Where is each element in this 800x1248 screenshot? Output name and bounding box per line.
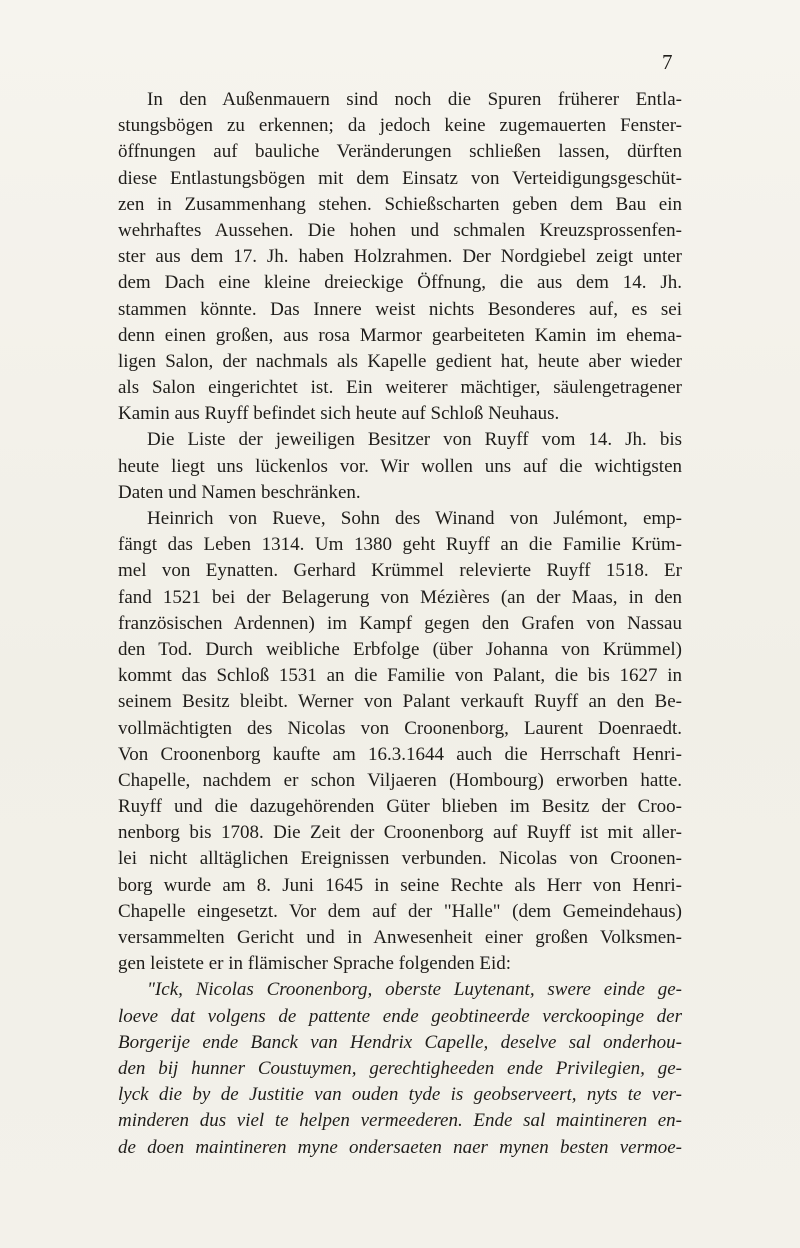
text-line: borg wurde am 8. Juni 1645 in seine Rechte als Herr von Henri- <box>118 874 682 896</box>
text-line: dem Dach eine kleine dreieckige Öffnung, die aus dem 14. Jh. <box>118 272 682 294</box>
text-line: kommt das Schloß 1531 an die Familie von Palant, die bis 1627 in <box>118 665 682 687</box>
text-line: vollmächtigten des Nicolas von Croonenborg, Laurent Doenraedt. <box>118 717 682 739</box>
text-line: seinem Besitz bleibt. Werner von Palant verkauft Ruyff an den Be- <box>118 691 682 713</box>
text-line: stammen könnte. Das Innere weist nichts Besonderes auf, es sei <box>118 298 682 320</box>
text-line: öffnungen auf bauliche Veränderungen schließen lassen, dürften <box>118 141 682 163</box>
text-line: mel von Eynatten. Gerhard Krümmel relevierte Ruyff 1518. Er <box>118 560 682 582</box>
text-line: Borgerije ende Banck van Hendrix Capelle, deselve sal onderhou- <box>118 1031 682 1053</box>
text-line: denn einen großen, aus rosa Marmor gearbeiteten Kamin im ehema- <box>118 324 682 346</box>
text-line: ligen Salon, der nachmals als Kapelle gedient hat, heute aber wieder <box>118 350 682 372</box>
text-line: den Tod. Durch weibliche Erbfolge (über Johanna von Krümmel) <box>118 638 682 660</box>
text-line: minderen dus viel te helpen vermeederen. Ende sal maintineren en- <box>118 1110 682 1132</box>
text-line: Ruyff und die dazugehörenden Güter blieben im Besitz der Croo- <box>118 796 682 818</box>
text-line: wehrhaftes Aussehen. Die hohen und schmalen Kreuzsprossenfen- <box>118 219 682 241</box>
text-line: Von Croonenborg kaufte am 16.3.1644 auch die Herrschaft Henri- <box>118 743 682 765</box>
text-line: fand 1521 bei der Belagerung von Mézières (an der Maas, in den <box>118 586 682 608</box>
text-line: stungsbögen zu erkennen; da jedoch keine zugemauerten Fenster- <box>118 115 682 137</box>
text-line: Heinrich von Rueve, Sohn des Winand von Julémont, emp- <box>147 508 682 529</box>
text-line: nenborg bis 1708. Die Zeit der Croonenborg auf Ruyff ist mit aller- <box>118 822 682 844</box>
text-line: französischen Ardennen) im Kampf gegen den Grafen von Nassau <box>118 612 682 634</box>
text-line: ster aus dem 17. Jh. haben Holzrahmen. Der Nordgiebel zeigt unter <box>118 246 682 268</box>
text-line: den bij hunner Coustuymen, gerechtigheeden ende Privilegien, ge- <box>118 1057 682 1079</box>
text-line: lyck die by de Justitie van ouden tyde is geobserveert, nyts te ver- <box>118 1084 682 1106</box>
body-text <box>118 87 682 1161</box>
text-line: gen leistete er in flämischer Sprache folgenden Eid: <box>118 953 512 975</box>
text-line: versammelten Gericht und in Anwesenheit einer großen Volksmen- <box>118 927 682 948</box>
text-line: heute liegt uns lückenlos vor. Wir wollen uns auf die wichtigsten <box>118 455 682 477</box>
text-line: Daten und Namen beschränken. <box>118 481 361 503</box>
text-line: Die Liste der jeweiligen Besitzer von Ruyff vom 14. Jh. bis <box>147 429 682 451</box>
text-line: lei nicht alltäglichen Ereignissen verbunden. Nicolas von Croonen- <box>118 848 682 870</box>
text-line: "Ick, Nicolas Croonenborg, oberste Luytenant, swere einde ge- <box>147 979 682 1001</box>
text-line: zen in Zusammenhang stehen. Schießscharten geben dem Bau ein <box>118 193 682 215</box>
text-line: Chapelle, nachdem er schon Viljaeren (Hombourg) erworben hatte. <box>118 769 682 791</box>
text-line: Chapelle eingesetzt. Vor dem auf der "Halle" (dem Gemeindehaus) <box>118 900 682 922</box>
text-line: Kamin aus Ruyff befindet sich heute auf Schloß Neuhaus. <box>118 403 560 425</box>
text-line: diese Entlastungsbögen mit dem Einsatz von Verteidigungsgeschüt- <box>118 167 682 189</box>
text-line: In den Außenmauern sind noch die Spuren früherer Entla- <box>147 89 682 110</box>
text-line: loeve dat volgens de pattente ende geobtineerde verckoopinge der <box>118 1005 682 1027</box>
text-line: fängt das Leben 1314. Um 1380 geht Ruyff an die Familie Krüm- <box>118 534 682 556</box>
page-number: 7 <box>662 50 673 74</box>
text-line: als Salon eingerichtet ist. Ein weiterer mächtiger, säulengetragener <box>118 377 682 399</box>
text-line: de doen maintineren myne ondersaeten naer mynen besten vermoe- <box>118 1136 682 1158</box>
